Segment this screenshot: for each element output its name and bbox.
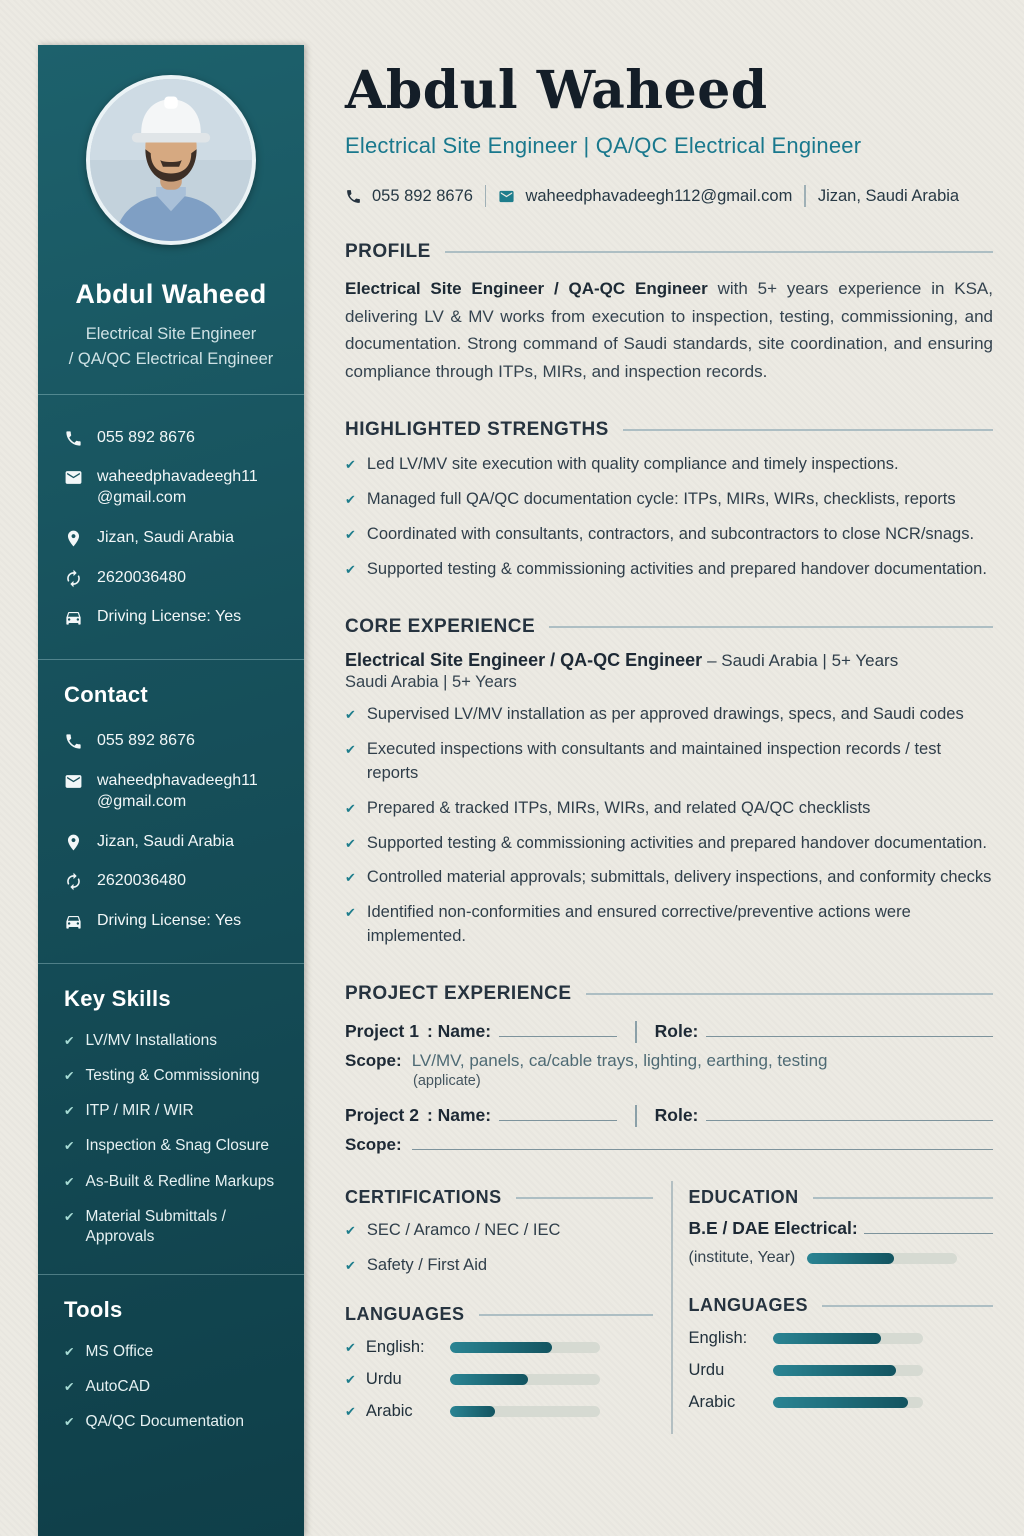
language-row xyxy=(345,1338,653,1357)
language-level-bar xyxy=(450,1406,600,1417)
phone-icon xyxy=(345,188,362,205)
language-row xyxy=(345,1370,653,1389)
sidebar-email-line2: @gmail.com xyxy=(97,489,187,507)
bottom-columns xyxy=(345,1177,993,1434)
contact-phone-text: 055 892 8676 xyxy=(97,732,195,750)
sidebar-phone-text: 055 892 8676 xyxy=(97,428,195,446)
car-icon xyxy=(64,608,83,627)
skill-item xyxy=(38,1172,304,1192)
tool-item xyxy=(38,1342,304,1362)
language-level-fill xyxy=(450,1374,528,1385)
core-role-meta: – Saudi Arabia | 5+ Years xyxy=(707,650,899,670)
check-icon: ✔ xyxy=(64,1174,75,1189)
core-text: Prepared & tracked ITPs, MIRs, WIRs, and related QA/QC checklists xyxy=(366,798,871,817)
language-level-bar xyxy=(773,1333,923,1344)
tools-block xyxy=(38,1274,304,1459)
right-column xyxy=(689,1177,994,1434)
language-level-bar xyxy=(773,1397,923,1408)
strengths-section-heading xyxy=(345,419,993,441)
strength-text: Supported testing & commissioning activities and prepared handover documentation. xyxy=(366,559,987,578)
certification-text: SEC / Aramco / NEC / IEC xyxy=(366,1221,561,1240)
skill-label: Material Submittals / Approvals xyxy=(85,1207,226,1245)
check-icon: ✔ xyxy=(345,706,356,722)
language-level-fill xyxy=(773,1333,881,1344)
renew-id-icon xyxy=(64,872,83,891)
profile-photo xyxy=(86,75,256,245)
check-icon: ✔ xyxy=(345,870,356,886)
language-level-bar xyxy=(773,1365,923,1376)
strength-item xyxy=(345,523,993,547)
tool-label: MS Office xyxy=(85,1343,154,1361)
scope-blank-line xyxy=(412,1135,993,1150)
location-pin-icon xyxy=(64,529,83,548)
skill-label: Inspection & Snag Closure xyxy=(85,1137,270,1155)
language-level-bar xyxy=(450,1374,600,1385)
skill-label: As-Built & Redline Markups xyxy=(85,1172,275,1190)
page-title: Abdul Waheed xyxy=(345,60,768,121)
core-text: Identified non-conformities and ensured corrective/preventive actions were implemented. xyxy=(366,903,911,946)
section-title: PROJECT EXPERIENCE xyxy=(345,983,572,1005)
project-1-row xyxy=(345,1021,993,1043)
sidebar-license-text: Driving License: Yes xyxy=(97,608,242,626)
section-title: CERTIFICATIONS xyxy=(345,1187,502,1208)
core-experience-heading xyxy=(345,616,993,638)
language-level-fill xyxy=(773,1397,908,1408)
column-divider xyxy=(671,1181,673,1434)
contact-location xyxy=(38,832,304,853)
certification-text: Safety / First Aid xyxy=(366,1256,488,1275)
mail-icon xyxy=(64,468,83,487)
contact-id-text: 2620036480 xyxy=(97,872,186,890)
name-blank-line xyxy=(499,1106,617,1121)
contact-license-text: Driving License: Yes xyxy=(97,912,242,930)
language-label: Arabic xyxy=(688,1393,736,1412)
language-label: English: xyxy=(688,1329,748,1348)
language-label: English: xyxy=(365,1338,425,1357)
divider xyxy=(485,185,487,207)
skill-item xyxy=(38,1066,304,1086)
language-row xyxy=(345,1402,653,1421)
name-blank-line xyxy=(499,1022,617,1037)
sidebar-name: Abdul Waheed xyxy=(75,279,267,309)
mail-icon xyxy=(498,188,515,205)
header-contact-row xyxy=(345,185,993,207)
sidebar-email xyxy=(38,467,304,509)
name-label: : Name: xyxy=(426,1105,492,1126)
strength-item xyxy=(345,558,993,582)
car-icon xyxy=(64,912,83,931)
core-text: Controlled material approvals; submittals, delivery inspections, and conformity checks xyxy=(366,868,992,887)
institute-note: (institute, Year) xyxy=(688,1249,796,1267)
section-title: CORE EXPERIENCE xyxy=(345,615,536,637)
contact-license xyxy=(38,911,304,932)
core-item xyxy=(345,832,993,856)
scope-note: (applicate) xyxy=(413,1073,481,1090)
degree-label: B.E / DAE Electrical: xyxy=(688,1218,858,1239)
education-degree-row xyxy=(689,1218,994,1239)
check-icon: ✔ xyxy=(345,1403,356,1419)
check-icon: ✔ xyxy=(64,1209,75,1224)
check-icon: ✔ xyxy=(345,905,356,921)
tools-heading: Tools xyxy=(64,1297,123,1323)
check-icon: ✔ xyxy=(64,1069,75,1084)
sidebar-title-line2: / QA/QC Electrical Engineer xyxy=(68,349,274,368)
heading-rule xyxy=(549,626,993,628)
core-text: Executed inspections with consultants and maintained inspection records / test reports xyxy=(366,739,942,782)
skill-item xyxy=(38,1101,304,1121)
scope-text: LV/MV, panels, ca/cable trays, lighting, earthing, testing xyxy=(411,1051,828,1071)
header-phone-text: 055 892 8676 xyxy=(372,186,473,205)
contact-email xyxy=(38,771,304,813)
section-title: LANGUAGES xyxy=(345,1304,465,1325)
contact-email-text xyxy=(97,771,258,813)
engineer-portrait-illustration xyxy=(90,79,252,241)
check-icon: ✔ xyxy=(64,1034,75,1049)
language-level-fill xyxy=(450,1342,552,1353)
skill-item xyxy=(38,1136,304,1156)
tool-label: AutoCAD xyxy=(85,1378,151,1396)
sidebar-title xyxy=(52,322,290,372)
check-icon: ✔ xyxy=(345,561,356,577)
mail-icon xyxy=(64,772,83,791)
core-role-title: Electrical Site Engineer / QA-QC Engineer xyxy=(345,649,703,670)
header-email-text: waheedphavadeegh112@gmail.com xyxy=(525,186,793,205)
skill-label: Testing & Commissioning xyxy=(85,1067,260,1085)
contact-id xyxy=(38,871,304,892)
contact-location-text: Jizan, Saudi Arabia xyxy=(97,832,234,850)
project-experience-heading xyxy=(345,983,993,1005)
contact-phone xyxy=(38,731,304,752)
certifications-heading xyxy=(345,1187,653,1208)
check-icon: ✔ xyxy=(345,1371,356,1387)
divider xyxy=(635,1021,637,1043)
role-blank-line xyxy=(706,1022,993,1037)
project-2-scope xyxy=(345,1135,993,1155)
contact-email-line2: @gmail.com xyxy=(97,792,187,810)
heading-rule xyxy=(623,429,993,431)
profile-body: with 5+ years experience in KSA, delivering LV & MV works from execution to inspection, testing, commissioning, and documentation. Strong command of Saudi standards, site coordination, and ensuring compliance through ITPs, MIRs, and inspection records. xyxy=(345,279,993,381)
education-heading xyxy=(689,1187,994,1208)
project-2-row xyxy=(345,1105,993,1127)
check-icon: ✔ xyxy=(345,1339,356,1355)
language-level-fill xyxy=(773,1365,896,1376)
main-content xyxy=(345,60,993,1434)
left-column xyxy=(345,1177,653,1434)
core-item xyxy=(345,901,993,949)
check-icon: ✔ xyxy=(345,526,356,542)
phone-icon xyxy=(64,429,83,448)
skill-item xyxy=(38,1207,304,1247)
language-level-fill xyxy=(450,1406,495,1417)
check-icon: ✔ xyxy=(345,457,356,473)
skill-label: LV/MV Installations xyxy=(85,1032,218,1050)
role-label: Role: xyxy=(654,1021,699,1042)
core-role-subline: Saudi Arabia | 5+ Years xyxy=(345,672,517,691)
check-icon: ✔ xyxy=(64,1345,75,1360)
tool-item xyxy=(38,1412,304,1432)
heading-rule xyxy=(445,251,993,253)
contact-email-line1: waheedphavadeegh11 xyxy=(97,772,258,790)
section-title: PROFILE xyxy=(345,241,431,262)
sidebar-location-text: Jizan, Saudi Arabia xyxy=(97,528,234,546)
profile-section-heading xyxy=(345,241,993,263)
core-role-line xyxy=(345,650,993,671)
education-institute-row xyxy=(689,1249,994,1267)
profile-text xyxy=(345,275,993,385)
check-icon: ✔ xyxy=(345,835,356,851)
role-label: Role: xyxy=(654,1105,699,1126)
core-item xyxy=(345,703,993,727)
key-skills-heading: Key Skills xyxy=(64,986,171,1012)
check-icon: ✔ xyxy=(64,1380,75,1395)
phone-icon xyxy=(64,732,83,751)
strength-text: Coordinated with consultants, contractors, and subcontractors to close NCR/snags. xyxy=(366,524,975,543)
name-label: : Name: xyxy=(426,1021,492,1042)
sidebar-phone xyxy=(38,428,304,449)
header-location-text: Jizan, Saudi Arabia xyxy=(817,186,960,205)
sidebar-header xyxy=(38,45,304,394)
profile-lead: Electrical Site Engineer / QA-QC Engineer xyxy=(345,279,708,298)
core-item xyxy=(345,866,993,890)
check-icon: ✔ xyxy=(345,1258,356,1274)
sidebar-title-line1: Electrical Site Engineer xyxy=(85,325,257,343)
heading-rule xyxy=(586,993,994,995)
sidebar-id-text: 2620036480 xyxy=(97,568,186,586)
scope-label: Scope: xyxy=(345,1051,402,1071)
core-item xyxy=(345,738,993,786)
divider xyxy=(635,1105,637,1127)
key-skills-block xyxy=(38,963,304,1274)
check-icon: ✔ xyxy=(64,1415,75,1430)
certification-item xyxy=(345,1254,653,1278)
project-1-label: Project 1 xyxy=(345,1021,419,1042)
divider xyxy=(804,185,806,207)
core-text: Supervised LV/MV installation as per approved drawings, specs, and Saudi codes xyxy=(366,704,964,723)
heading-rule xyxy=(479,1314,653,1316)
sidebar-id xyxy=(38,568,304,589)
role-blank-line xyxy=(706,1106,993,1121)
skill-item xyxy=(38,1031,304,1051)
strength-text: Managed full QA/QC documentation cycle: ITPs, MIRs, WIRs, checklists, reports xyxy=(366,490,956,509)
section-title: EDUCATION xyxy=(688,1187,799,1208)
sidebar-location xyxy=(38,528,304,549)
language-row xyxy=(689,1393,994,1412)
sidebar-email-text xyxy=(97,467,258,509)
sidebar-info-block xyxy=(38,394,304,660)
degree-blank-line xyxy=(864,1219,993,1234)
check-icon: ✔ xyxy=(345,1223,356,1239)
languages-left-heading xyxy=(345,1304,653,1325)
header-email xyxy=(498,187,792,206)
strength-item xyxy=(345,488,993,512)
job-title-subtitle: Electrical Site Engineer | QA/QC Electrical Engineer xyxy=(345,133,862,158)
sidebar xyxy=(38,45,304,1536)
skill-label: ITP / MIR / WIR xyxy=(85,1102,194,1120)
project-2-label: Project 2 xyxy=(345,1105,419,1126)
header-phone xyxy=(345,187,473,206)
check-icon: ✔ xyxy=(345,800,356,816)
language-level-bar xyxy=(450,1342,600,1353)
language-label: Urdu xyxy=(688,1361,725,1380)
renew-id-icon xyxy=(64,569,83,588)
core-item xyxy=(345,797,993,821)
project-1-scope xyxy=(345,1051,993,1071)
strength-item xyxy=(345,453,993,477)
tool-item xyxy=(38,1377,304,1397)
scope-label: Scope: xyxy=(345,1135,402,1155)
core-text: Supported testing & commissioning activities and prepared handover documentation. xyxy=(366,833,987,852)
sidebar-email-line1: waheedphavadeegh11 xyxy=(97,468,258,486)
check-icon: ✔ xyxy=(345,492,356,508)
header-location xyxy=(818,187,959,206)
education-level-fill xyxy=(807,1253,894,1264)
section-title: HIGHLIGHTED STRENGTHS xyxy=(345,419,609,441)
heading-rule xyxy=(813,1197,993,1199)
check-icon: ✔ xyxy=(64,1104,75,1119)
check-icon: ✔ xyxy=(64,1139,75,1154)
languages-right-heading xyxy=(689,1295,994,1316)
certification-item xyxy=(345,1219,653,1243)
language-label: Arabic xyxy=(365,1402,413,1421)
language-row xyxy=(689,1329,994,1348)
tool-label: QA/QC Documentation xyxy=(85,1413,244,1431)
contact-heading: Contact xyxy=(64,682,148,708)
sidebar-contact-block xyxy=(38,659,304,963)
heading-rule xyxy=(822,1305,993,1307)
check-icon: ✔ xyxy=(345,741,356,757)
location-pin-icon xyxy=(64,833,83,852)
education-level-bar xyxy=(807,1253,957,1264)
sidebar-license xyxy=(38,607,304,628)
section-title: LANGUAGES xyxy=(688,1295,809,1316)
strength-text: Led LV/MV site execution with quality compliance and timely inspections. xyxy=(366,455,899,474)
language-row xyxy=(689,1361,994,1380)
language-label: Urdu xyxy=(365,1370,402,1389)
heading-rule xyxy=(516,1197,653,1199)
